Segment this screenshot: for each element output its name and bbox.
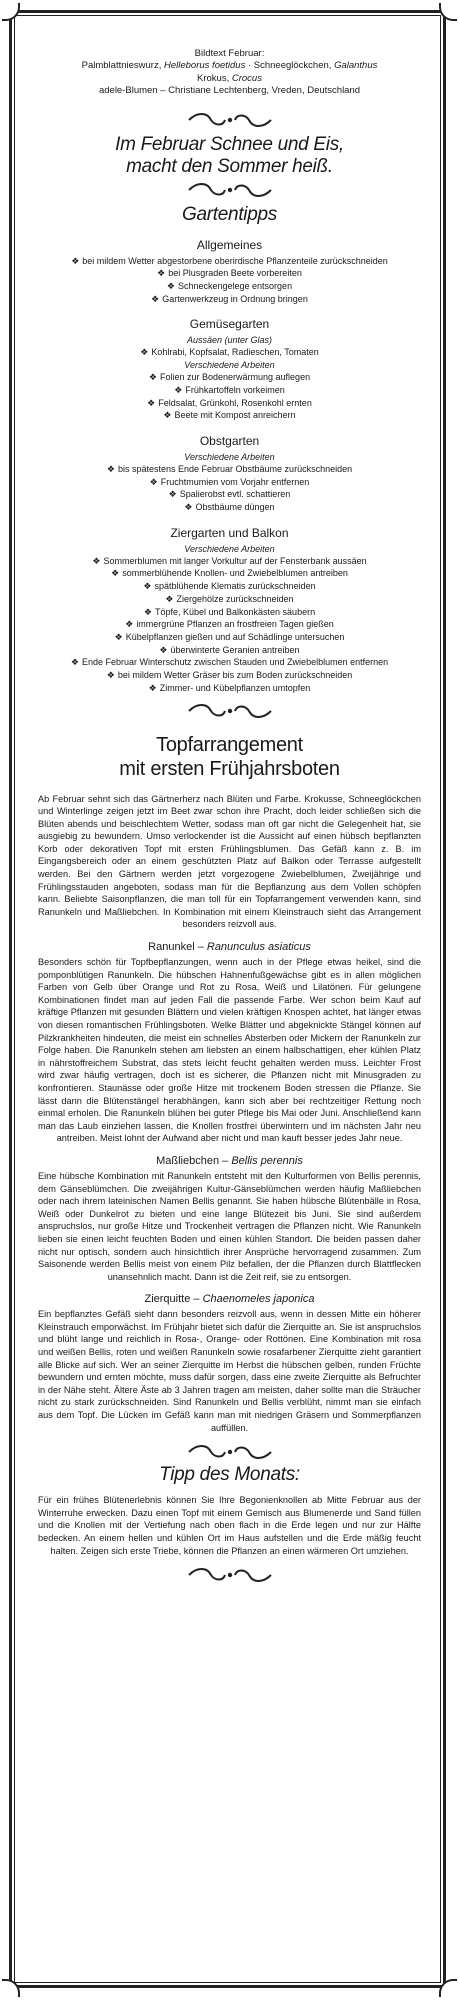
list-item-text: Frühkartoffeln vorkeimen — [185, 384, 285, 395]
plant-text-masslieb: Eine hübsche Kombination mit Ranunkeln entsteht mit den Kulturformen von Bellis perennis, dem Gänseblümchen. Die zweijährigen Kultur-Gänseblümchen werden häufig Maßliebchen oder nach ihrem lateinischen Namen Bellis genannt. Sie haben hübsche Blütenbälle in Rosa, Weiß oder Dunkelrot zu bieten und eine lange Blütezeit bis Juni. Sie sind außerdem anspruchslos, nur große Hitze und Trockenheit vertragen die Pflanzen nicht. Wie Ranunkeln lieben sie einen leicht feuchten Boden und einen kühlen Standort. Die beiden passen daher nicht nur optisch, sondern auch hinsichtlich ihrer Ansprüche hervorragend zusammen. Zum Saisonende werden Bellis meist von einem Pilz befallen, der die Pflanzen durch Blattflecken unansehnlich macht. Dann ist die Zeit reif, sie zu entsorgen. — [38, 1170, 421, 1282]
list-item-text: überwinterte Geranien antreiben — [170, 644, 300, 655]
caption-line: adele-Blumen – Christiane Lechtenberg, Vreden, Deutschland — [98, 85, 361, 97]
topf-intro: Ab Februar sehnt sich das Gärtnerherz nach Blüten und Farbe. Krokusse, Schneeglöckchen und Winterlinge zeigen jetzt im Beet zwar schon ihre Pracht, doch leider schließen sich die Blüten abends und beischlechtem Wetter, sodass man oft gar nicht die Gelegenheit hat, sie ausgiebig zu bewundern. Umso verlockender ist die Aussicht auf einen hübsch bepflanzten Korb oder dekorativen Topf mit ersten Frühlingsblumen. Das Gefäß kann z. B. im Eingangsbereich oder an einem geschützten Platz auf Balkon oder Terrasse aufgestellt werden. Bei den Gärtnern werden jetzt vorgezogene Zwiebelblumen, Zweijährige und Frühlingsstauden angeboten, sodass man für die Bepflanzung aus dem Vollen schöpfen kann. Beliebte Saisonpflanzen, die man toll für ein Topfarrangement verwenden kann, sind Ranunkeln und Maßliebchen. In Kombination mit einem Kleinstrauch sieht das Arrangement besonders reizvoll aus. — [38, 793, 421, 930]
list-item-text: Folien zur Bodenerwärmung auflegen — [159, 372, 311, 383]
list-gemuese-arbeiten — [38, 371, 421, 422]
bullet-icon: ❖ — [143, 581, 152, 592]
caption-line: Krokus, Crocus — [197, 72, 262, 84]
ornament-divider-icon — [185, 703, 275, 719]
ornament-divider-icon — [185, 182, 275, 198]
bullet-icon: ❖ — [165, 593, 174, 604]
list-item-text: Zimmer- und Kübelpflanzen umtopfen — [159, 682, 311, 693]
list-allgemeines — [38, 255, 421, 306]
section-title-obst: Obstgarten — [199, 433, 260, 448]
list-item — [38, 555, 421, 568]
list-item — [38, 580, 421, 593]
list-item-text: Kübelpflanzen gießen und auf Schädlinge untersuchen — [125, 631, 345, 642]
page-content — [38, 48, 421, 1583]
ornament-divider-icon — [185, 1567, 275, 1583]
gartentipps-heading: Gartentipps — [182, 203, 277, 225]
list-item-text: Kohlrabi, Kopfsalat, Radieschen, Tomaten — [151, 347, 319, 358]
list-item — [38, 606, 421, 619]
bullet-icon: ❖ — [184, 502, 193, 513]
section-subtitle: Verschiedene Arbeiten — [184, 451, 275, 462]
bullet-icon: ❖ — [111, 568, 120, 579]
bullet-icon: ❖ — [92, 555, 101, 566]
list-item — [38, 463, 421, 476]
list-item-text: bei mildem Wetter Gräser bis zum Boden zurückschneiden — [117, 670, 353, 681]
list-item-text: Gartenwerkzeug in Ordnung bringen — [162, 293, 308, 304]
list-item-text: sommerblühende Knollen- und Zwiebelblumen antreiben — [122, 568, 348, 579]
caption-line: Bildtext Februar: — [194, 48, 265, 59]
bullet-icon: ❖ — [71, 255, 80, 266]
plant-title-ranunkel: Ranunkel – Ranunculus asiaticus — [148, 941, 311, 954]
ornament-divider-icon — [185, 1444, 275, 1460]
month-proverb: Im Februar Schnee und Eis, macht den Sommer heiß. — [115, 133, 344, 177]
list-item-text: Ende Februar Winterschutz zwischen Stauden und Zwiebelblumen entfernen — [81, 657, 389, 668]
list-item — [38, 593, 421, 606]
list-item — [38, 346, 421, 359]
bullet-icon: ❖ — [114, 631, 123, 642]
bullet-icon: ❖ — [157, 268, 166, 279]
bullet-icon: ❖ — [159, 644, 168, 655]
bullet-icon: ❖ — [174, 384, 183, 395]
list-item-text: bei mildem Wetter abgestorbene oberirdische Pflanzenteile zurückschneiden — [82, 255, 388, 266]
section-title-zier: Ziergarten und Balkon — [170, 525, 289, 540]
bullet-icon: ❖ — [148, 682, 157, 693]
tipp-text: Für ein frühes Blütenerlebnis können Sie Ihre Begonienknollen ab Mitte Februar aus der Winterruhe erwecken. Dazu einen Topf mit einem Gemisch aus Blumenerde und Sand füllen und die Knollen mit der Vertiefung nach oben flach in die Erde legen und nur zur Hälfte bedecken. An einem hellen und kühlen Ort im Haus aufstellen und die Erde mäßig feucht halten. Zeigen sich erste Triebe, können die Pflanzen an einen wärmeren Ort umziehen. — [38, 1495, 421, 1556]
list-item — [38, 371, 421, 384]
section-title-gemuese: Gemüsegarten — [189, 317, 270, 332]
bullet-icon: ❖ — [140, 347, 149, 358]
list-item-text: Spalierobst evtl. schattieren — [179, 489, 291, 500]
plant-title-zierquitte: Zierquitte – Chaenomeles japonica — [144, 1293, 315, 1306]
bullet-icon: ❖ — [70, 657, 79, 668]
bullet-icon: ❖ — [163, 410, 172, 421]
list-item-text: Sommerblumen mit langer Vorkultur auf der Fensterbank aussäen — [103, 555, 367, 566]
topf-title: Topfarrangement mit ersten Frühjahrsboten — [119, 733, 340, 780]
list-item — [38, 397, 421, 410]
bullet-icon: ❖ — [125, 619, 134, 630]
list-item — [38, 476, 421, 489]
list-item — [38, 409, 421, 422]
plant-text-zierquitte: Ein bepflanztes Gefäß sieht dann besonders reizvoll aus, wenn in dessen Mitte ein höherer Kleinstrauch emporwächst. Im Frühjahr bietet sich dafür die Zierquitte an. Sie ist anspruchslos und blüht lange und reichlich in Rosa-, Orange- oder Rottönen. Eine Kombination mit rosa und weißen Bellis, roten und weißen Ranunkeln sowie rosafarbener Zierquitte zieht garantiert alle Blicke auf sich. Wer an seiner Zierquitte im Herbst die hübschen gelben, runden Früchte bewundern und ernten möchte, muss dafür sorgen, dass eine zweite Zierquitte als Befruchter in der Nähe steht. Ältere Äste ab 3 Jahren tragen am meisten, daher sollte man die Sträucher nicht zu stark zurückschneiden. Sind Ranunkeln und Bellis verblüht, nimmt man sie einfach aus dem Topf. Die Lücken im Gefäß kann man mit niedrigen Gräsern und Sommerpflanzen auffüllen. — [38, 1309, 421, 1433]
list-item-text: Töpfe, Kübel und Balkonkästen säubern — [154, 606, 316, 617]
list-item-text: immergrüne Pflanzen an frostfreien Tagen gießen — [136, 619, 334, 630]
bullet-icon: ❖ — [149, 476, 158, 487]
list-item — [38, 501, 421, 514]
list-item-text: Ziergehölze zurückschneiden — [176, 593, 294, 604]
list-obst — [38, 463, 421, 514]
list-item — [38, 293, 421, 306]
plant-title-masslieb: Maßliebchen – Bellis perennis — [156, 1154, 303, 1167]
bullet-icon: ❖ — [166, 281, 175, 292]
plant-text-ranunkel: Besonders schön für Topfbepflanzungen, wenn auch in der Pflege etwas heikel, sind die pomponblütigen Ranunkeln. Die hübschen Hahnenfußgewächse gibt es in allen möglichen Farben von Gelb über Orange und Rot zu Rosa, Weiß und Lilatönen. Für gelungene Kombinationen findet man auf jeden Fall die passende Farbe. Wer schon beim Kauf auf kräftige Pflanzen mit gesunden Blättern und vielen kräftigen Knospen achtet, hat länger etwas von diesen romantischen Frühlingsboten. Welke Blätter und abgeknickte Stängel können auf Pilzkrankheiten hindeuten, die meist ein schnelles Absterben oder Mickern der Ranunkeln zur Folge haben. Die Ranunkeln stehen am liebsten an einem halbschattigen, eher kühlen Platz in nährstoffreichem Substrat, das stets leicht feucht gehalten werden muss. Leichter Frost wird zwar häufig vertragen, doch ist es sicherer, die Pflanzen nicht mit Minusgraden zu konfrontieren. Staunässe oder große Hitze mit trockenem Boden stressen die Pflanze. Sie lässt dann die Blütenstängel herabhängen, kann sich aber bei rechtzeitiger Rettung noch einmal erholen. Die Ranunkeln blühen bei guter Pflege bis Mai oder Juni. Anschließend kann man das Laub einziehen lassen, die Knollen frostfrei überwintern und im nächsten Jahr neu antreiben. Meist lohnt der Aufwand aber nicht und man kauft besser jedes Jahr neue. — [38, 957, 421, 1144]
section-subtitle: Verschiedene Arbeiten — [184, 543, 275, 554]
list-item — [38, 255, 421, 268]
bullet-icon: ❖ — [168, 489, 177, 500]
bullet-icon: ❖ — [151, 293, 160, 304]
list-item — [38, 682, 421, 695]
list-item — [38, 618, 421, 631]
bullet-icon: ❖ — [106, 670, 115, 681]
bullet-icon: ❖ — [143, 606, 152, 617]
image-caption — [38, 48, 421, 98]
caption-line: Palmblattnieswurz, Helleborus foetidus · Schneeglöckchen, Galanthus — [81, 60, 378, 72]
list-item — [38, 280, 421, 293]
list-item-text: Obstbäume düngen — [195, 502, 275, 513]
section-subtitle: Verschiedene Arbeiten — [184, 360, 275, 371]
ornament-divider-icon — [185, 112, 275, 128]
list-zier — [38, 555, 421, 695]
tipp-heading: Tipp des Monats: — [159, 1464, 300, 1486]
section-title-allgemeines: Allgemeines — [196, 237, 263, 252]
list-gemuese-aussaeen — [38, 346, 421, 359]
bullet-icon: ❖ — [106, 463, 115, 474]
list-item — [38, 267, 421, 280]
list-item-text: bis spätestens Ende Februar Obstbäume zurückschneiden — [117, 463, 353, 474]
list-item — [38, 644, 421, 657]
list-item — [38, 669, 421, 682]
list-item-text: spätblühende Klematis zurückschneiden — [154, 581, 316, 592]
bullet-icon: ❖ — [148, 372, 157, 383]
list-item-text: Feldsalat, Grünkohl, Rosenkohl ernten — [158, 397, 312, 408]
list-item-text: Beete mit Kompost anreichern — [174, 410, 296, 421]
list-item — [38, 488, 421, 501]
list-item-text: Schneckengelege entsorgen — [177, 281, 293, 292]
list-item — [38, 656, 421, 669]
section-subtitle: Aussäen (unter Glas) — [186, 335, 273, 346]
list-item-text: Fruchtmumien vom Vorjahr entfernen — [160, 476, 310, 487]
list-item-text: bei Plusgraden Beete vorbereiten — [168, 268, 302, 279]
bullet-icon: ❖ — [147, 397, 156, 408]
list-item — [38, 384, 421, 397]
list-item — [38, 631, 421, 644]
list-item — [38, 567, 421, 580]
